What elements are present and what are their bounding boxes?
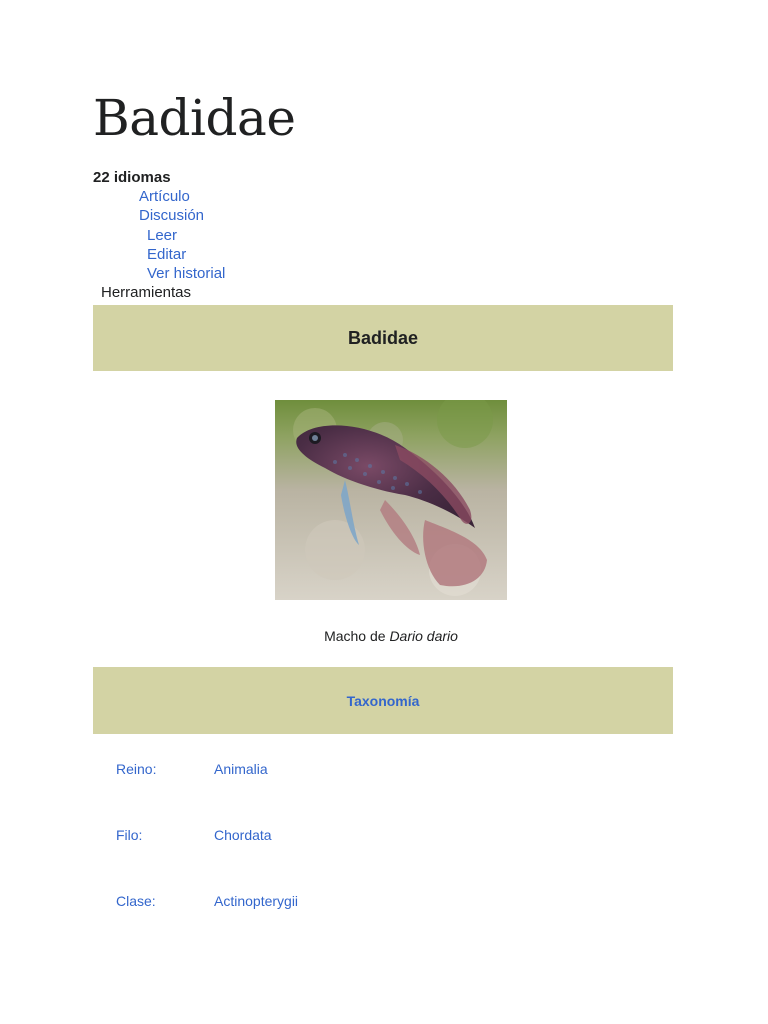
taxon-rank-kingdom[interactable]: Reino: bbox=[116, 761, 157, 777]
taxon-value-kingdom[interactable]: Animalia bbox=[214, 761, 268, 777]
tab-history[interactable]: Ver historial bbox=[147, 265, 226, 282]
caption-prefix: Macho de bbox=[324, 628, 390, 644]
image-caption bbox=[93, 627, 689, 646]
infobox-header bbox=[93, 305, 673, 371]
language-selector[interactable]: 22 idiomas bbox=[93, 169, 171, 186]
taxon-value-class[interactable]: Actinopterygii bbox=[214, 893, 299, 909]
infobox-title: Badidae bbox=[347, 327, 419, 348]
tab-read[interactable]: Leer bbox=[147, 227, 178, 244]
page-title: Badidae bbox=[93, 89, 296, 147]
taxon-rank-phylum[interactable]: Filo: bbox=[116, 827, 143, 843]
taxon-value-phylum[interactable]: Chordata bbox=[214, 827, 272, 843]
tab-article[interactable]: Artículo bbox=[139, 188, 190, 205]
tools-menu[interactable]: Herramientas bbox=[101, 284, 192, 301]
taxonomy-header bbox=[93, 667, 673, 734]
caption-species: Dario dario bbox=[389, 628, 458, 644]
fish-photo[interactable] bbox=[275, 400, 507, 600]
taxon-rank-class[interactable]: Clase: bbox=[116, 893, 156, 909]
taxonomy-title[interactable]: Taxonomía bbox=[346, 692, 420, 709]
tab-discussion[interactable]: Discusión bbox=[139, 207, 205, 224]
fish-photo-icon bbox=[275, 400, 507, 600]
tab-edit[interactable]: Editar bbox=[147, 246, 187, 263]
